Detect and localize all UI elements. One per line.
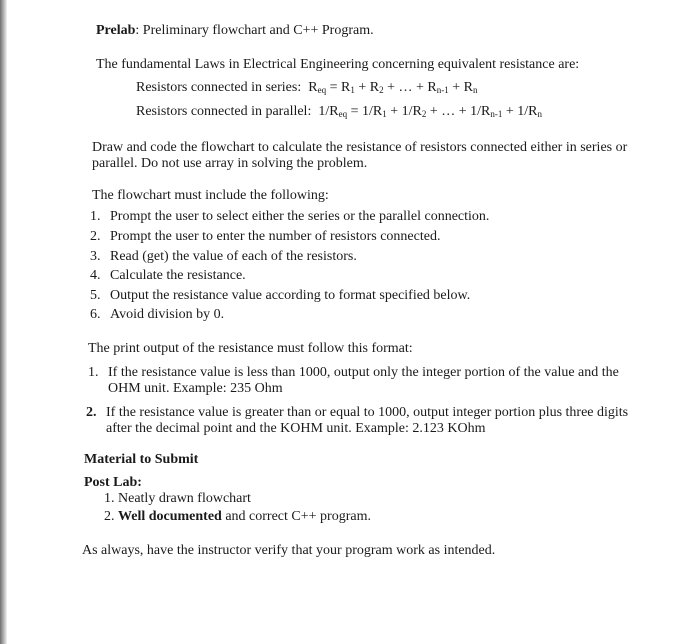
flowchart-item: 2. Prompt the user to enter the number of resistors connected.: [90, 229, 441, 244]
closing-text: As always, have the instructor verify that your program work as intended.: [82, 543, 496, 558]
output-format-item-cont: OHM unit. Example: 235 Ohm: [108, 381, 283, 396]
postlab-item: 2. Well documented and correct C++ program.: [104, 509, 371, 524]
flowchart-item: 4. Calculate the resistance.: [90, 268, 246, 283]
flowchart-item: 3. Read (get) the value of each of the resistors.: [90, 249, 357, 264]
postlab-item: 1. Neatly drawn flowchart: [104, 491, 251, 506]
task-line-2: parallel. Do not use array in solving the problem.: [92, 156, 368, 171]
prelab-title-text: : Preliminary flowchart and C++ Program.: [135, 23, 374, 38]
parallel-label: Resistors connected in parallel:: [136, 104, 312, 119]
flowchart-heading: The flowchart must include the following:: [92, 188, 329, 203]
series-label: Resistors connected in series:: [136, 80, 302, 95]
prelab-label: Prelab: [96, 23, 136, 38]
material-heading: Material to Submit: [84, 452, 199, 467]
task-line-1: Draw and code the flowchart to calculate the resistance of resistors connected either in series or: [92, 140, 628, 155]
series-formula: Resistors connected in series: $R_{eq} = R_1 + R_2$ + … + $R_{n-1} + R_n$: [136, 80, 478, 95]
output-format-item-cont: after the decimal point and the KOHM unit. Example: 2.123 KOhm: [106, 421, 486, 436]
flowchart-item: 6. Avoid division by 0.: [90, 307, 225, 322]
prelab-title: [96, 22, 374, 39]
postlab-heading: Post Lab:: [84, 475, 142, 490]
output-format-heading: The print output of the resistance must follow this format:: [88, 341, 413, 356]
flowchart-item: 5. Output the resistance value according to format specified below.: [90, 288, 471, 303]
output-format-item: 1. If the resistance value is less than 1000, output only the integer portion of the value and the: [88, 365, 619, 380]
flowchart-item: 1. Prompt the user to select either the series or the parallel connection.: [90, 209, 490, 224]
output-format-item: 2. If the resistance value is greater than or equal to 1000, output integer portion plus three digits: [86, 405, 629, 420]
parallel-formula: Resistors connected in parallel: $1/R_{eq} = 1/R_1 + 1/R_2$ + … + $1/R_{n-1} + 1/R_n$: [136, 104, 543, 119]
intro-text: The fundamental Laws in Electrical Engineering concerning equivalent resistance are:: [96, 57, 580, 72]
